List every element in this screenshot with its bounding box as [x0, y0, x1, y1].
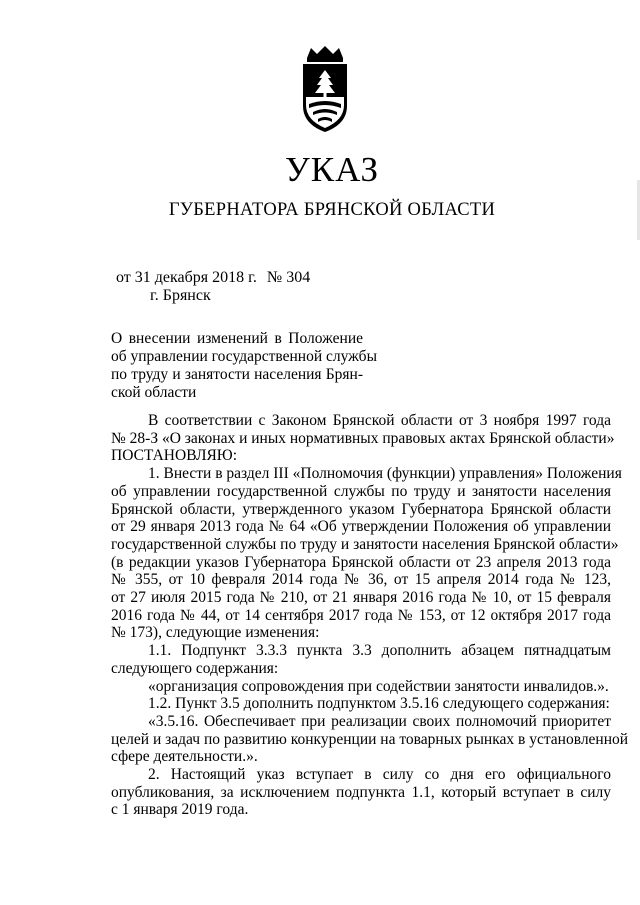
body-line: (в редакции указов Губернатора Брянской области от 23 апреля 2013 года	[111, 553, 611, 571]
body-line: № 173), следующие изменения:	[111, 624, 320, 642]
document-number: 304	[286, 269, 311, 286]
body-line: В соответствии с Законом Брянской области от 3 ноября 1997 года	[148, 412, 611, 429]
document-issuer: ГУБЕРНАТОРА БРЯНСКОЙ ОБЛАСТИ	[168, 200, 496, 220]
number-sign: №	[266, 269, 283, 286]
body-line: с 1 января 2019 года.	[111, 801, 249, 819]
body-line: опубликования, за исключением подпункта 1.1, который вступает в силу	[111, 783, 611, 801]
document-title: УКАЗ	[284, 150, 380, 189]
body-line: 1. Внести в раздел III «Полномочия (функции) управления» Положения	[148, 465, 622, 483]
body-line: от 29 января 2013 года № 64 «Об утверждении Положения об управлении	[111, 518, 611, 536]
document-city: г. Брянск	[150, 287, 211, 304]
subject-line: О внесении изменений в Положение	[111, 330, 363, 347]
body-line: № 28-З «О законах и иных нормативных правовых актах Брянской области»	[111, 429, 615, 447]
body-line: 1.1. Подпункт 3.3.3 пункта 3.3 дополнить абзацем пятнадцатым	[148, 642, 611, 660]
body-line: государственной службы по труду и занятости населения Брянской области»	[111, 535, 619, 553]
body-line: целей и задач по развитию конкуренции на товарных рынках в установленной	[111, 730, 629, 748]
document-date-line	[116, 269, 310, 287]
body-line: 2016 года № 44, от 14 сентября 2017 года № 153, от 12 октября 2017 года	[111, 606, 611, 624]
body-line: ПОСТАНОВЛЯЮ:	[111, 447, 238, 465]
body-line: от 27 июля 2015 года № 210, от 21 января 2016 года № 10, от 15 февраля	[111, 589, 611, 607]
document-date: 31 декабря 2018 г.	[134, 269, 257, 286]
bryansk-coat-of-arms-icon	[293, 44, 357, 134]
body-line: Брянской области, утвержденного указом Губернатора Брянской области	[111, 500, 611, 518]
body-line: 2. Настоящий указ вступает в силу со дня его официального	[148, 766, 611, 784]
body-line: «3.5.16. Обеспечивает при реализации своих полномочий приоритет	[148, 712, 611, 730]
body-line: «организация сопровождения при содействии занятости инвалидов.».	[148, 677, 609, 695]
document-body	[111, 412, 629, 819]
subject-line: ской области	[111, 384, 197, 401]
body-line: об управлении государственной службы по труду и занятости населения	[111, 482, 611, 500]
body-line: № 355, от 10 февраля 2014 года № 36, от 15 апреля 2014 года № 123,	[111, 571, 611, 589]
subject-line: об управлении государственной службы	[111, 348, 377, 365]
body-line: следующего содержания:	[111, 659, 279, 677]
date-prefix: от	[116, 269, 131, 286]
subject-line: по труду и занятости населения Брян-	[111, 366, 363, 383]
document-subject	[111, 330, 377, 402]
body-line: сфере деятельности.».	[111, 748, 258, 766]
body-line: 1.2. Пункт 3.5 дополнить подпунктом 3.5.16 следующего содержания:	[148, 695, 610, 713]
